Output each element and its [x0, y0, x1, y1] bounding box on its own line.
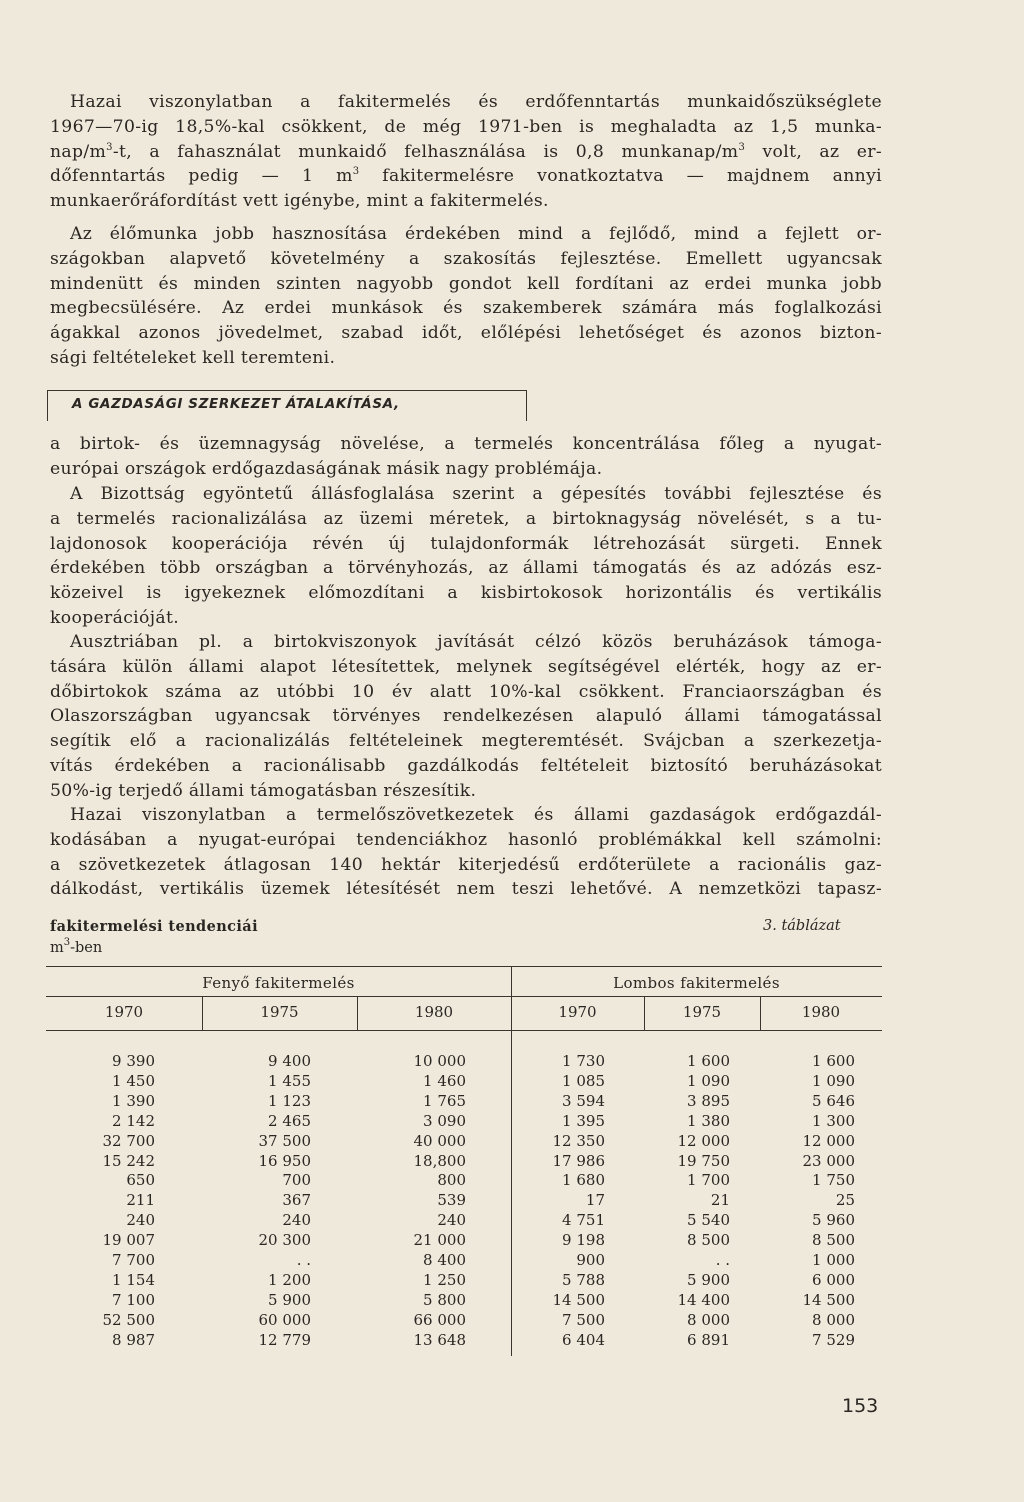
table-cell: 14 500 [802, 1290, 855, 1309]
text-line: Hazai viszonylatban a fakitermelés és erdőfenntartás munkaidőszükséglete [70, 92, 882, 112]
table-cell: 240 [437, 1211, 466, 1230]
table-column-conifer-1980 [380, 1052, 466, 1351]
table-cell: 5 788 [562, 1270, 605, 1289]
table-cell: 1 090 [687, 1071, 730, 1090]
text-line: Az élőmunka jobb hasznosítása érdekében mind a fejlődő, mind a fejlett or- [70, 224, 882, 244]
table-cell: 12 000 [802, 1131, 855, 1150]
table-cell: 10 000 [413, 1052, 466, 1070]
table-cell: 1 390 [112, 1091, 155, 1110]
table-cell: 1 154 [112, 1270, 155, 1289]
table-cell: 1 123 [268, 1091, 311, 1110]
year-header: 1980 [414, 1003, 454, 1021]
text-line: ágakkal azonos jövedelmet, szabad időt, előlépési lehetőséget és azonos bizton- [50, 323, 882, 344]
table-unit: $m^3$-ben [50, 937, 103, 956]
text-line: a birtok- és üzemnagyság növelése, a termelés koncentrálása főleg a nyugat- [50, 434, 882, 454]
table-cell: 15 242 [102, 1151, 155, 1170]
text-line: munkaerőráfordítást vett igénybe, mint a fakitermelés. [50, 191, 549, 212]
table-column-broadleaf-1980 [770, 1052, 855, 1351]
table-cell: 539 [437, 1191, 466, 1210]
table-cell: 13 648 [413, 1330, 466, 1349]
table-cell: 1 090 [812, 1071, 855, 1090]
text-line: lajdonosok kooperációja révén új tulajdonformák létrehozását sürgeti. Ennek [50, 533, 882, 554]
table-label: 3. táblázat [763, 918, 841, 934]
table-cell: 60 000 [258, 1310, 311, 1329]
table-cell: 23 000 [802, 1151, 855, 1170]
table-cell: . . [715, 1251, 730, 1270]
table-column-conifer-1975 [225, 1052, 311, 1351]
table-cell: 7 100 [112, 1290, 155, 1309]
table-cell: 12 350 [552, 1131, 605, 1150]
table-cell: 1 455 [268, 1071, 311, 1090]
table-header-rule [46, 1030, 882, 1031]
table-column-conifer-1970 [70, 1052, 155, 1351]
table-cell: 8 500 [687, 1231, 730, 1250]
table-cell: 211 [126, 1191, 155, 1210]
table-cell: 6 000 [812, 1270, 855, 1289]
text-line: tására külön állami alapot létesítettek, melynek segítségével elérték, hogy az er- [50, 656, 882, 677]
text-line: nap/$m^3-t$, a fahasználat munkaidő felhasználása is 0,8 munkanap/$m^3$ volt, az er- [50, 141, 882, 162]
table-column-broadleaf-1975 [650, 1052, 730, 1351]
text-line: 50%-ig terjedő állami támogatásban részesítik. [50, 780, 477, 801]
text-line: európai országok erdőgazdaságának másik nagy problémája. [50, 458, 603, 479]
table-cell: 12 000 [677, 1131, 730, 1150]
text-line: kooperációját. [50, 607, 180, 628]
table-cell: 12 779 [258, 1330, 311, 1349]
table-cell: 21 000 [413, 1231, 466, 1250]
year-header: 1975 [682, 1003, 722, 1021]
table-top-rule [46, 966, 882, 967]
text-line: Ausztriában pl. a birtokviszonyok javítását célzó közös beruházások támoga- [70, 632, 882, 652]
text-line: A Bizottság egyöntetű állásfoglalása szerint a gépesítés további fejlesztése és [70, 484, 882, 504]
table-cell: 3 090 [423, 1111, 466, 1130]
table-cell: 1 600 [812, 1052, 855, 1070]
table-cell: 8 400 [423, 1251, 466, 1270]
table-cell: 1 395 [562, 1111, 605, 1130]
text-line: vítás érdekében a racionálisabb gazdálkodás feltételeit biztosító beruházásokat [50, 755, 882, 776]
text-line: mindenütt és minden szinten nagyobb gondot kell fordítani az erdei munka jobb [50, 273, 882, 294]
table-cell: 5 540 [687, 1211, 730, 1230]
text-line: Olaszországban ugyancsak törvényes rendelkezésen alapuló állami támogatással [50, 706, 882, 727]
table-cell: 19 007 [102, 1231, 155, 1250]
table-cell: 18,800 [413, 1151, 466, 1170]
table-cell: 3 594 [562, 1091, 605, 1110]
text-line: megbecsülésére. Az erdei munkások és szakemberek számára más foglalkozási [50, 298, 882, 319]
text-line: a termelés racionalizálása az üzemi méretek, a birtoknagyság növelését, s a tu- [50, 508, 882, 529]
paragraph-1 [50, 90, 882, 214]
text-line: a szövetkezetek átlagosan 140 hektár kiterjedésű erdőterülete a racionális gaz- [50, 854, 882, 875]
table-cell: 1 000 [812, 1251, 855, 1270]
table-cell: 1 450 [112, 1071, 155, 1090]
text-line: szágokban alapvető követelmény a szakosítás fejlesztése. Emellett ugyancsak [50, 248, 882, 269]
table-cell: 6 404 [562, 1330, 605, 1349]
table-cell: 7 700 [112, 1251, 155, 1270]
paragraph-6 [50, 803, 882, 902]
year-header: 1970 [558, 1003, 597, 1021]
year-header: 1970 [104, 1003, 144, 1021]
table-cell: 1 460 [423, 1071, 466, 1090]
table-cell: 14 400 [677, 1290, 730, 1309]
table-cell: 9 400 [268, 1052, 311, 1070]
table-cell: 14 500 [552, 1290, 605, 1309]
page-number: 153 [842, 1395, 879, 1417]
text-line: segítik elő a racionalizálás feltételeinek megteremtését. Svájcban a szerkezetja- [50, 731, 882, 752]
table-cell: 8 000 [687, 1310, 730, 1329]
table-cell: 21 [710, 1191, 730, 1210]
table-cell: 3 895 [687, 1091, 730, 1110]
table-cell: 1 600 [687, 1052, 730, 1070]
table-cell: 8 500 [812, 1231, 855, 1250]
table-cell: 1 700 [687, 1171, 730, 1190]
table-cell: 40 000 [413, 1131, 466, 1150]
table-caption: fakitermelési tendenciái [50, 918, 258, 935]
table-cell: 650 [126, 1171, 155, 1190]
table-cell: 8 987 [112, 1330, 155, 1349]
table-cell: 66 000 [413, 1310, 466, 1329]
table-group-divider [511, 966, 512, 1356]
text-line: 1967—70-ig 18,5%-kal csökkent, de még 1971-ben is meghaladta az 1,5 munka- [50, 116, 882, 137]
table-cell: 900 [576, 1251, 605, 1270]
table-cell: 1 380 [687, 1111, 730, 1130]
group-header-conifer: Fenyő fakitermelés [202, 974, 355, 992]
paragraph-5 [50, 630, 882, 804]
text-line: sági feltételeket kell teremteni. [50, 347, 336, 368]
table-cell: 37 500 [258, 1131, 311, 1150]
table-cell: 17 [585, 1191, 605, 1210]
paragraph-3 [50, 432, 882, 482]
year-header: 1980 [801, 1003, 841, 1021]
table-cell: 240 [126, 1211, 155, 1230]
text-line: dálkodást, vertikális üzemek létesítését nem teszi lehetővé. A nemzetközi tapasz- [50, 879, 882, 900]
table-cell: 1 085 [562, 1071, 605, 1090]
table-cell: 1 300 [812, 1111, 855, 1130]
text-line: kodásában a nyugat-európai tendenciákhoz hasonló problémákkal kell számolni: [50, 829, 882, 850]
table-cell: 5 900 [687, 1270, 730, 1289]
table-cell: 1 765 [423, 1091, 466, 1110]
text-line: dőbirtokok száma az utóbbi 10 év alatt 10%-kal csökkent. Franciaországban és [50, 681, 882, 702]
table-cell: . . [296, 1251, 311, 1270]
table-cell: 7 529 [812, 1330, 855, 1349]
text-line: Hazai viszonylatban a termelőszövetkezetek és állami gazdaságok erdőgazdál- [70, 805, 882, 825]
table-cell: 20 300 [258, 1231, 311, 1250]
text-line: közeivel is igyekeznek előmozdítani a kisbirtokosok horizontális és vertikális [50, 583, 882, 604]
table-cell: 19 750 [677, 1151, 730, 1170]
paragraph-2 [50, 222, 882, 371]
table-cell: 5 960 [812, 1211, 855, 1230]
table-cell: 52 500 [102, 1310, 155, 1329]
table-cell: 1 750 [812, 1171, 855, 1190]
text-line: érdekében több országban a törvényhozás, az állami támogatás és az adózás esz- [50, 558, 882, 579]
table-cell: 2 142 [112, 1111, 155, 1130]
table-cell: 8 000 [812, 1310, 855, 1329]
table-cell: 700 [282, 1171, 311, 1190]
table-cell: 6 891 [687, 1330, 730, 1349]
table-cell: 32 700 [102, 1131, 155, 1150]
table-cell: 9 198 [562, 1231, 605, 1250]
table-column-broadleaf-1970 [520, 1052, 605, 1351]
group-header-broadleaf: Lombos fakitermelés [613, 974, 780, 992]
table-cell: 1 200 [268, 1270, 311, 1289]
table-cell: 4 751 [562, 1211, 605, 1230]
table-cell: 1 250 [423, 1270, 466, 1289]
table-cell: 9 390 [112, 1052, 155, 1070]
table-cell: 7 500 [562, 1310, 605, 1329]
year-header: 1975 [260, 1003, 299, 1021]
table-cell: 367 [282, 1191, 311, 1210]
table-cell: 2 465 [268, 1111, 311, 1130]
text-line: dőfenntartás pedig — 1 $m^3$ fakitermelésre vonatkoztatva — majdnem annyi [50, 166, 883, 187]
table-cell: 17 986 [552, 1151, 605, 1170]
table-cell: 16 950 [258, 1151, 311, 1170]
table-group-rule [46, 996, 882, 997]
table-cell: 240 [282, 1211, 311, 1230]
section-heading: A GAZDASÁGI SZERKEZET ÁTALAKÍTÁSA, [72, 396, 400, 412]
paragraph-4 [50, 482, 882, 631]
table-cell: 1 730 [562, 1052, 605, 1070]
table-cell: 5 800 [423, 1290, 466, 1309]
table-cell: 5 646 [812, 1091, 855, 1110]
table-cell: 800 [437, 1171, 466, 1190]
table-cell: 1 680 [562, 1171, 605, 1190]
table-cell: 25 [835, 1191, 855, 1210]
table-cell: 5 900 [268, 1290, 311, 1309]
